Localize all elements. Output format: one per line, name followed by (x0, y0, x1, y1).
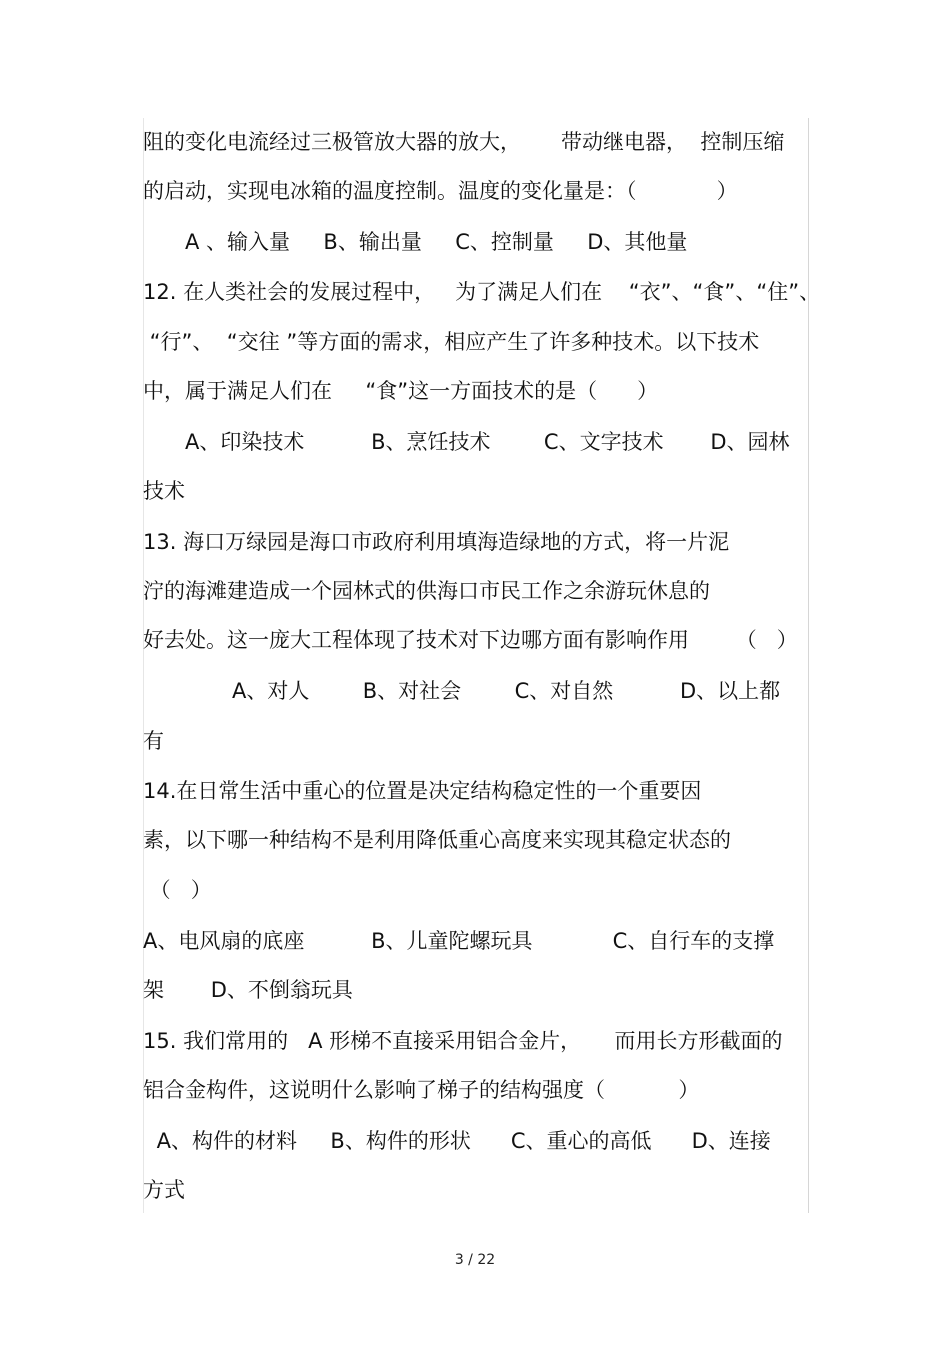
text-line: 方式 (143, 1178, 185, 1202)
text-line: 的启动，实现电冰箱的温度控制。温度的变化量是：（ ） (143, 179, 738, 203)
option-line: 架 D、不倒翁玩具 (143, 978, 353, 1002)
text-line: 有 (143, 729, 164, 753)
text-line: 铝合金构件，这说明什么影响了梯子的结构强度（ ） (143, 1078, 700, 1102)
text-line: “行”、 “交往 ”等方面的需求，相应产生了许多种技术。以下技术 (143, 330, 760, 354)
text-line: 中，属于满足人们在 “食”这一方面技术的是（ ） (143, 379, 659, 403)
text-line: 素，以下哪一种结构不是利用降低重心高度来实现其稳定状态的 (143, 828, 731, 852)
text-line: 泞的海滩建造成一个园林式的供海口市民工作之余游玩休息的 (143, 579, 710, 603)
question-13-line: 13. 海口万绿园是海口市政府利用填海造绿地的方式，将一片泥 (143, 530, 730, 554)
text-line: 技术 (143, 479, 185, 503)
question-14-line: 14.在日常生活中重心的位置是决定结构稳定性的一个重要因 (143, 779, 702, 803)
text-line: 好去处。这一庞大工程体现了技术对下边哪方面有影响作用 （ ） (143, 628, 798, 652)
option-line: A、印染技术 B、烹饪技术 C、文字技术 D、园林 (185, 430, 790, 454)
option-line: A、电风扇的底座 B、儿童陀螺玩具 C、自行车的支撑 (143, 929, 775, 953)
text-line: （ ） (143, 878, 212, 902)
option-line: A 、输入量 B、输出量 C、控制量 D、其他量 (185, 230, 688, 254)
text-line: 阻的变化电流经过三极管放大器的放大， 带动继电器， 控制压缩 (143, 130, 785, 154)
question-15-line: 15. 我们常用的 A 形梯不直接采用铝合金片， 而用长方形截面的 (143, 1029, 783, 1053)
page-number: 3 / 22 (454, 1252, 496, 1268)
question-12-line: 12. 在人类社会的发展过程中， 为了满足人们在 “衣”、“食”、“住”、 (143, 280, 821, 304)
option-line: A、构件的材料 B、构件的形状 C、重心的高低 D、连接 (150, 1129, 771, 1153)
option-line: A、对人 B、对社会 C、对自然 D、以上都 (232, 679, 781, 703)
